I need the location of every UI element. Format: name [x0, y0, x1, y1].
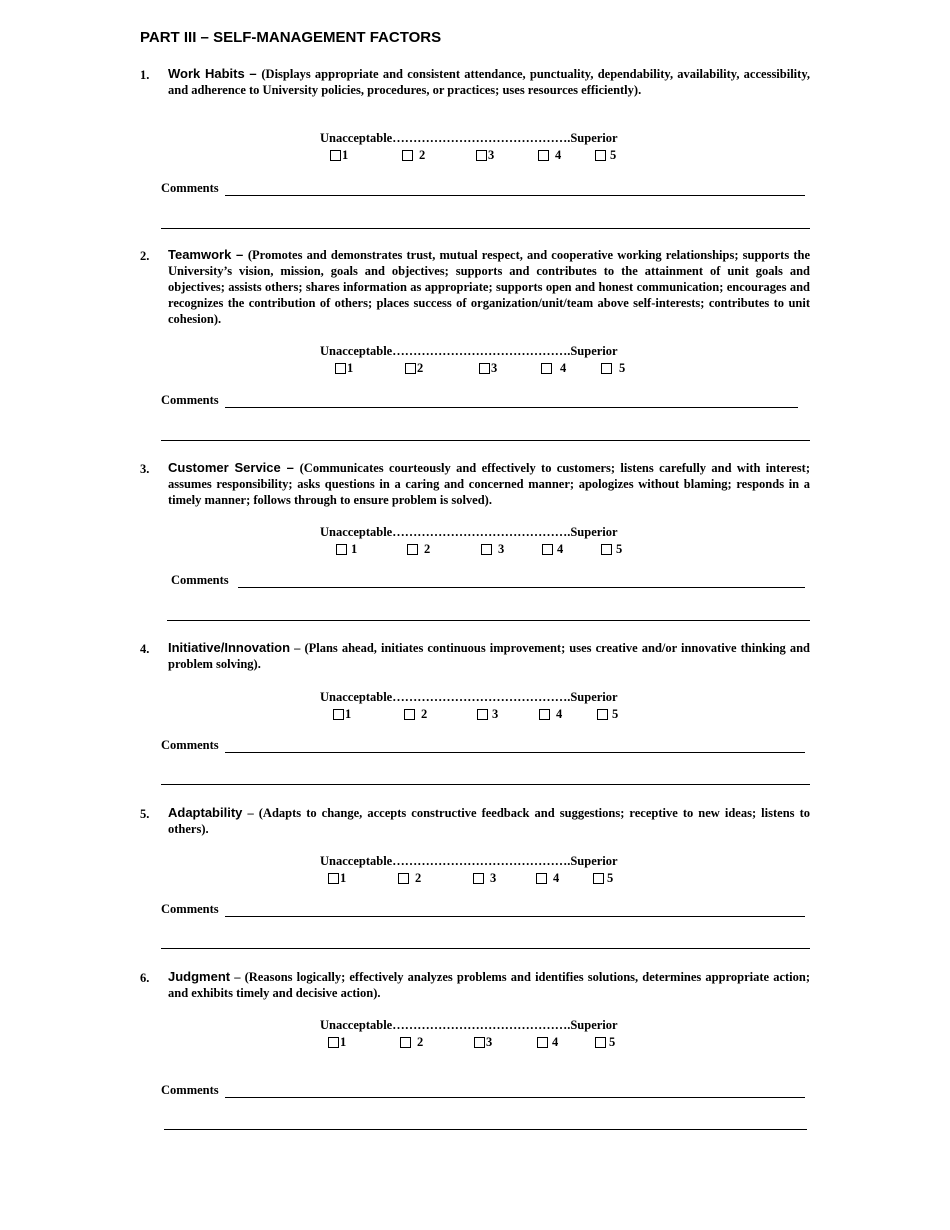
rating-option-2[interactable]: 2	[398, 871, 421, 886]
factor-number: 3.	[140, 462, 150, 476]
factor-text	[168, 640, 810, 672]
scale-right-label: .Superior	[567, 525, 618, 539]
rating-option-5[interactable]: 5	[597, 707, 618, 722]
scale-left-label: Unacceptable	[320, 854, 393, 868]
factor-text	[168, 460, 810, 508]
rating-option-5[interactable]: 5	[593, 871, 613, 886]
comments-line[interactable]	[238, 587, 805, 588]
comments-line[interactable]	[225, 752, 805, 753]
scale-left-label: Unacceptable	[320, 525, 393, 539]
factor-number: 2.	[140, 249, 150, 263]
rating-option-4[interactable]: 4	[536, 871, 559, 886]
checkbox[interactable]	[400, 1037, 411, 1048]
scale-right-label: .Superior	[567, 131, 618, 145]
rating-option-2[interactable]: 2	[400, 1035, 423, 1050]
factor-number: 1.	[140, 68, 150, 82]
rating-option-4[interactable]: 4	[542, 542, 563, 557]
checkbox[interactable]	[541, 363, 552, 374]
rating-option-5[interactable]: 5	[595, 1035, 615, 1050]
rating-option-1[interactable]: 1	[336, 542, 357, 557]
rating-option-2[interactable]: 2	[402, 148, 425, 163]
rating-option-4[interactable]: 4	[539, 707, 562, 722]
rating-option-5[interactable]: 5	[601, 542, 622, 557]
checkbox[interactable]	[601, 544, 612, 555]
rating-option-3[interactable]: 3	[473, 871, 496, 886]
rating-option-3[interactable]: 3	[479, 361, 497, 376]
scale-dots: ……………………………………	[392, 525, 568, 539]
checkbox[interactable]	[481, 544, 492, 555]
rating-scale-label	[320, 854, 618, 869]
checkbox[interactable]	[539, 709, 550, 720]
factor-name: Adaptability	[168, 805, 243, 820]
comments-line[interactable]	[164, 1129, 807, 1130]
scale-right-label: .Superior	[567, 690, 618, 704]
scale-dots: ……………………………………	[392, 131, 568, 145]
comments-label: Comments	[161, 902, 219, 916]
scale-right-label: .Superior	[567, 854, 618, 868]
rating-option-2[interactable]: 2	[407, 542, 430, 557]
checkbox[interactable]	[328, 873, 339, 884]
factor-number: 4.	[140, 642, 150, 656]
factor-number: 6.	[140, 971, 150, 985]
rating-option-4[interactable]: 4	[538, 148, 561, 163]
rating-scale-label	[320, 525, 618, 540]
scale-dots: ……………………………………	[392, 854, 568, 868]
checkbox[interactable]	[474, 1037, 485, 1048]
factor-description: – (Reasons logically; effectively analyzes problems and identifies solutions, determines appropriate action; and exhibits timely and decisive action).	[168, 970, 810, 1000]
checkbox[interactable]	[542, 544, 553, 555]
page-title: PART III – SELF-MANAGEMENT FACTORS	[140, 29, 442, 46]
checkbox[interactable]	[333, 709, 344, 720]
checkbox[interactable]	[330, 150, 341, 161]
factor-description: – (Plans ahead, initiates continuous improvement; uses creative and/or innovative thinking and problem solving).	[168, 641, 810, 671]
comments-line[interactable]	[161, 228, 810, 229]
rating-option-3[interactable]: 3	[481, 542, 504, 557]
checkbox[interactable]	[595, 150, 606, 161]
rating-scale-label	[320, 344, 618, 359]
factor-description: (Communicates courteously and effectively to customers; listens carefully and with interest; assumes responsibility; asks questions in a caring and concerned manner; apologizes without blaming; responds in a timely manner; follows through to ensure problem is solved).	[168, 461, 810, 507]
factor-name: Judgment	[168, 969, 231, 984]
rating-option-2[interactable]: 2	[405, 361, 423, 376]
rating-scale-label	[320, 1018, 618, 1033]
scale-dots: ……………………………………	[392, 1018, 568, 1032]
rating-option-1[interactable]: 1	[333, 707, 351, 722]
scale-left-label: Unacceptable	[320, 131, 393, 145]
rating-option-3[interactable]: 3	[477, 707, 498, 722]
comments-label: Comments	[171, 573, 229, 587]
factor-name: Teamwork –	[168, 247, 248, 262]
checkbox[interactable]	[476, 150, 487, 161]
rating-option-4[interactable]: 4	[541, 361, 566, 376]
scale-dots: ……………………………………	[392, 344, 568, 358]
checkbox[interactable]	[473, 873, 484, 884]
checkbox[interactable]	[597, 709, 608, 720]
factor-description: (Displays appropriate and consistent attendance, punctuality, dependability, availability, accessibility, and adherence to University policies, procedures, or practices; uses resources efficiently).	[168, 67, 811, 97]
rating-scale-label	[320, 131, 618, 146]
checkbox[interactable]	[336, 544, 347, 555]
checkbox[interactable]	[595, 1037, 606, 1048]
scale-left-label: Unacceptable	[320, 690, 393, 704]
comments-line[interactable]	[161, 440, 810, 441]
rating-option-3[interactable]: 3	[474, 1035, 492, 1050]
scale-dots: ……………………………………	[392, 690, 568, 704]
scale-right-label: .Superior	[567, 344, 618, 358]
factor-text	[168, 805, 810, 837]
checkbox[interactable]	[405, 363, 416, 374]
comments-line[interactable]	[167, 620, 810, 621]
factor-name: Customer Service –	[168, 460, 300, 475]
rating-option-2[interactable]: 2	[404, 707, 427, 722]
checkbox[interactable]	[479, 363, 490, 374]
rating-option-3[interactable]: 3	[476, 148, 494, 163]
scale-left-label: Unacceptable	[320, 344, 393, 358]
comments-line[interactable]	[161, 784, 810, 785]
rating-option-1[interactable]: 1	[328, 1035, 346, 1050]
comments-label: Comments	[161, 181, 219, 195]
factor-number: 5.	[140, 807, 150, 821]
comments-line[interactable]	[225, 195, 805, 196]
rating-option-5[interactable]: 5	[601, 361, 625, 376]
comments-label: Comments	[161, 1083, 219, 1097]
checkbox[interactable]	[407, 544, 418, 555]
comments-line[interactable]	[225, 1097, 805, 1098]
factor-name: Work Habits –	[168, 66, 262, 81]
factor-name: Initiative/Innovation	[168, 640, 291, 655]
checkbox[interactable]	[477, 709, 488, 720]
factor-description: (Promotes and demonstrates trust, mutual respect, and cooperative working relationships; supports the University’s vision, mission, goals and objectives; supports and contributes to the attainment of unit goals and objectives; assists others; shares information as appropriate; supports open and honest communication; encourages and recognizes the contribution of others; places success of organization/unit/team above self-interests; contributes to unit cohesion).	[168, 248, 810, 326]
factor-text	[168, 66, 810, 98]
rating-option-1[interactable]: 1	[328, 871, 346, 886]
factor-text	[168, 969, 810, 1001]
factor-description: – (Adapts to change, accepts constructive feedback and suggestions; receptive to new ideas; listens to others).	[168, 806, 810, 836]
factor-text	[168, 247, 810, 327]
checkbox[interactable]	[328, 1037, 339, 1048]
checkbox[interactable]	[335, 363, 346, 374]
checkbox[interactable]	[402, 150, 413, 161]
rating-scale-label	[320, 690, 618, 705]
rating-option-1[interactable]: 1	[330, 148, 348, 163]
checkbox[interactable]	[593, 873, 604, 884]
rating-option-5[interactable]: 5	[595, 148, 616, 163]
comments-line[interactable]	[225, 407, 798, 408]
rating-option-4[interactable]: 4	[537, 1035, 558, 1050]
scale-right-label: .Superior	[567, 1018, 618, 1032]
checkbox[interactable]	[601, 363, 612, 374]
checkbox[interactable]	[398, 873, 409, 884]
comments-line[interactable]	[225, 916, 805, 917]
checkbox[interactable]	[536, 873, 547, 884]
checkbox[interactable]	[537, 1037, 548, 1048]
comments-label: Comments	[161, 393, 219, 407]
checkbox[interactable]	[538, 150, 549, 161]
scale-left-label: Unacceptable	[320, 1018, 393, 1032]
rating-option-1[interactable]: 1	[335, 361, 353, 376]
checkbox[interactable]	[404, 709, 415, 720]
comments-line[interactable]	[161, 948, 810, 949]
comments-label: Comments	[161, 738, 219, 752]
